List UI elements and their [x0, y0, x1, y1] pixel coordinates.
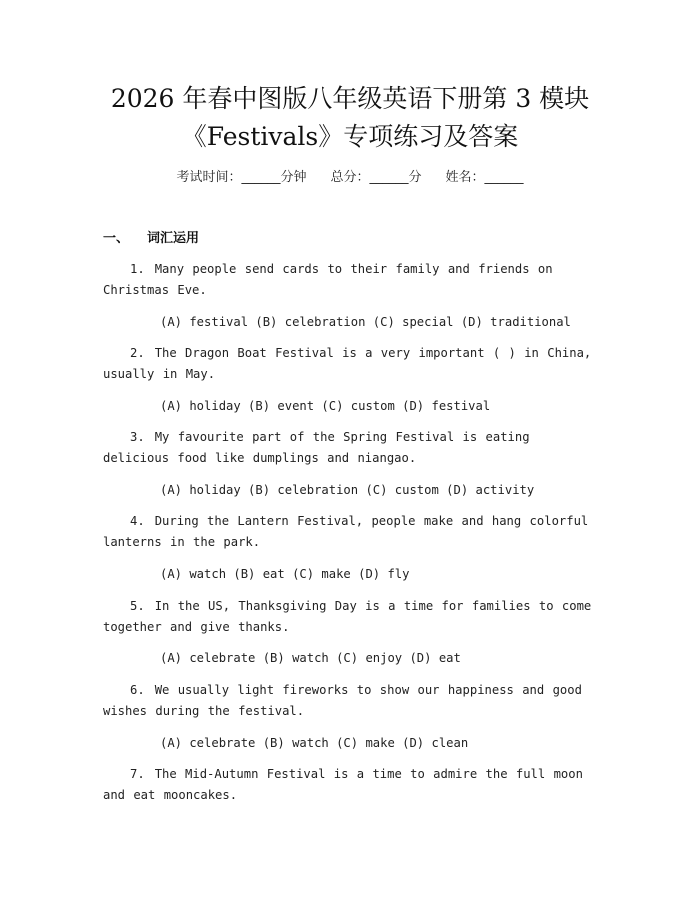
question-5-options: (A) celebrate (B) watch (C) enjoy (D) eat — [160, 651, 461, 665]
question-3-options: (A) holiday (B) celebration (C) custom (D) activity — [160, 483, 535, 497]
question-number: 7. — [130, 767, 145, 781]
question-1 — [103, 259, 603, 301]
question-number: 2. — [130, 346, 145, 360]
question-6-options: (A) celebrate (B) watch (C) make (D) clean — [160, 736, 469, 750]
question-text: In the US, Thanksgiving Day is a time for families to come together and give thanks. — [103, 599, 592, 634]
question-4 — [103, 511, 603, 553]
question-text: During the Lantern Festival, people make and hang colorful lanterns in the park. — [103, 514, 589, 549]
question-4-options: (A) watch (B) eat (C) make (D) fly — [160, 567, 410, 581]
question-5 — [103, 596, 603, 638]
question-number: 5. — [130, 599, 145, 613]
section-title: 词汇运用 — [147, 231, 200, 246]
document-title-line-1: 2026 年春中图版八年级英语下册第 3 模块 — [110, 84, 590, 113]
question-number: 6. — [130, 683, 145, 697]
question-7 — [103, 764, 603, 806]
document-title-line-2: 《Festivals》专项练习及答案 — [181, 122, 519, 151]
question-text: The Dragon Boat Festival is a very important ( ) in China, usually in May. — [103, 346, 592, 381]
question-1-options: (A) festival (B) celebration (C) special (D) traditional — [160, 315, 571, 329]
question-2-options: (A) holiday (B) event (C) custom (D) festival — [160, 399, 491, 413]
question-6 — [103, 680, 603, 722]
question-number: 3. — [130, 430, 145, 444]
question-number: 4. — [130, 514, 145, 528]
exam-name-label: 姓名：______ — [445, 170, 524, 185]
question-text: Many people send cards to their family and friends on Christmas Eve. — [103, 262, 553, 297]
question-2 — [103, 343, 603, 385]
exam-time-label: 考试时间：______分钟 — [176, 170, 307, 185]
exam-score-label: 总分：______分 — [330, 170, 422, 185]
question-text: We usually light fireworks to show our happiness and good wishes during the festival. — [103, 683, 582, 718]
section-heading — [103, 229, 199, 249]
question-number: 1. — [130, 262, 145, 276]
question-text: My favourite part of the Spring Festival is eating delicious food like dumplings and niangao. — [103, 430, 530, 465]
question-3 — [103, 427, 603, 469]
question-text: The Mid-Autumn Festival is a time to admire the full moon and eat mooncakes. — [103, 767, 583, 802]
section-number: 一、 — [103, 231, 130, 246]
exam-meta — [0, 168, 700, 188]
